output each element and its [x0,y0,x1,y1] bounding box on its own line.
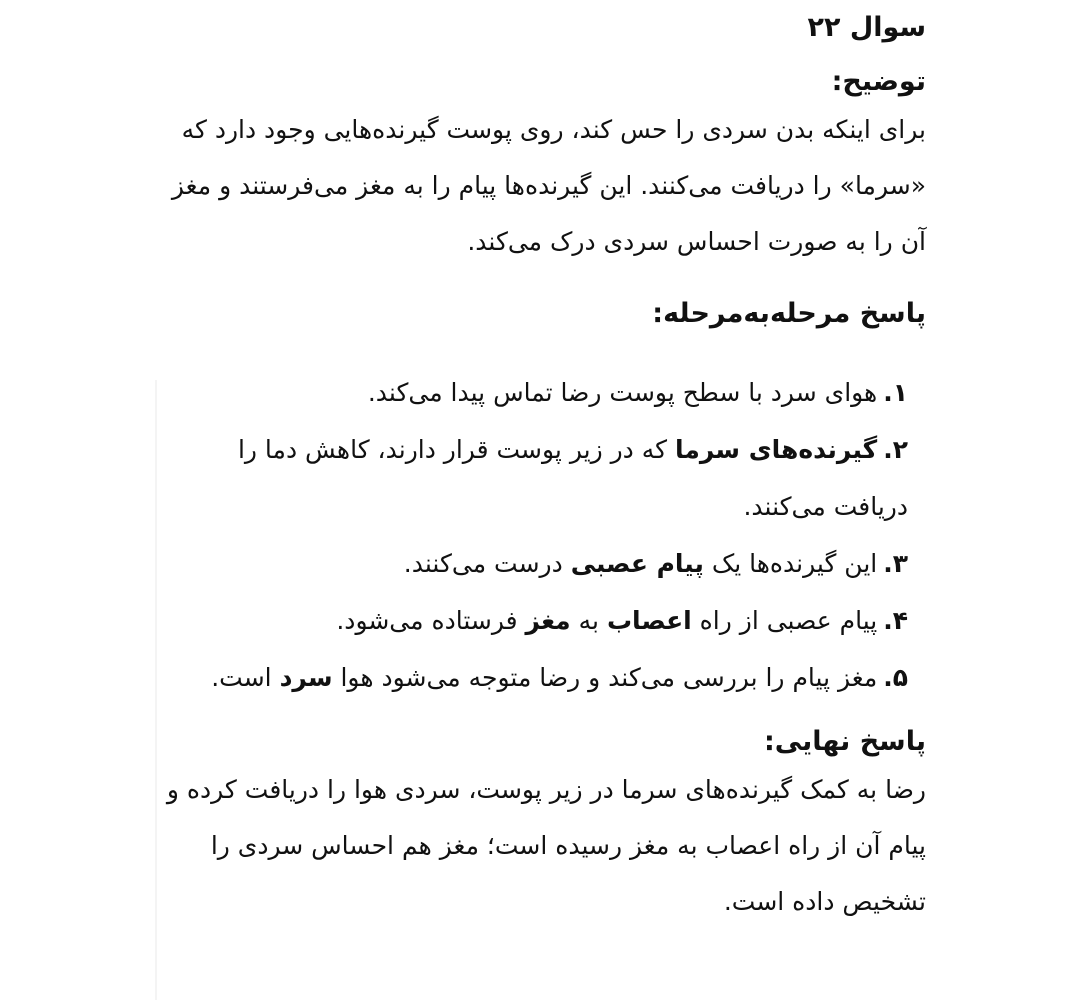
step-text: هوای سرد با سطح پوست رضا تماس پیدا می‌کند. [367,378,878,407]
step-text: به [570,606,607,635]
step-bold-term: اعصاب [606,606,692,635]
step-text: که در زیر پوست قرار دارند، کاهش دما را دریافت می‌کنند. [237,435,908,521]
step-bold-term: گیرنده‌های سرما [675,435,878,464]
final-answer-heading: پاسخ نهایی: [763,726,926,757]
step-item [210,592,908,649]
step-item [210,364,908,421]
step-bold-term: پیام عصبی [570,549,704,578]
step-text: مغز پیام را بررسی می‌کند و رضا متوجه می‌شود هوا [332,663,878,692]
steps-list [150,364,926,706]
step-item [210,535,908,592]
step-number: ۵. [883,663,908,692]
step-text: است. [211,663,280,692]
step-bold-term: سرد [279,663,333,692]
document [150,0,926,930]
explanation-text: برای اینکه بدن سردی را حس کند، روی پوست گیرنده‌هایی وجود دارد که «سرما» را دریافت می‌کنند. این گیرنده‌ها پیام را به مغز می‌فرستند و مغز آن را به صورت احساس سردی درک می‌کند. [171,115,926,256]
explanation-heading: توضیح: [831,66,926,97]
step-text: فرستاده می‌شود. [336,606,526,635]
step-number: ۱. [883,378,908,407]
steps-heading: پاسخ مرحله‌به‌مرحله: [652,298,926,329]
step-number: ۲. [883,435,908,464]
step-number: ۳. [883,549,908,578]
step-text: درست می‌کنند. [403,549,571,578]
step-number: ۴. [883,606,908,635]
step-item [210,421,908,535]
question-title: سوال ۲۲ [807,12,926,43]
step-item [210,649,908,706]
step-bold-term: مغز [525,606,571,635]
final-answer-text: رضا به کمک گیرنده‌های سرما در زیر پوست، سردی هوا را دریافت کرده و پیام آن از راه اعصاب به مغز رسیده است؛ مغز هم احساس سردی را تشخیص داده است. [166,775,926,916]
step-text: پیام عصبی از راه [691,606,878,635]
step-text: این گیرنده‌ها یک [703,549,878,578]
